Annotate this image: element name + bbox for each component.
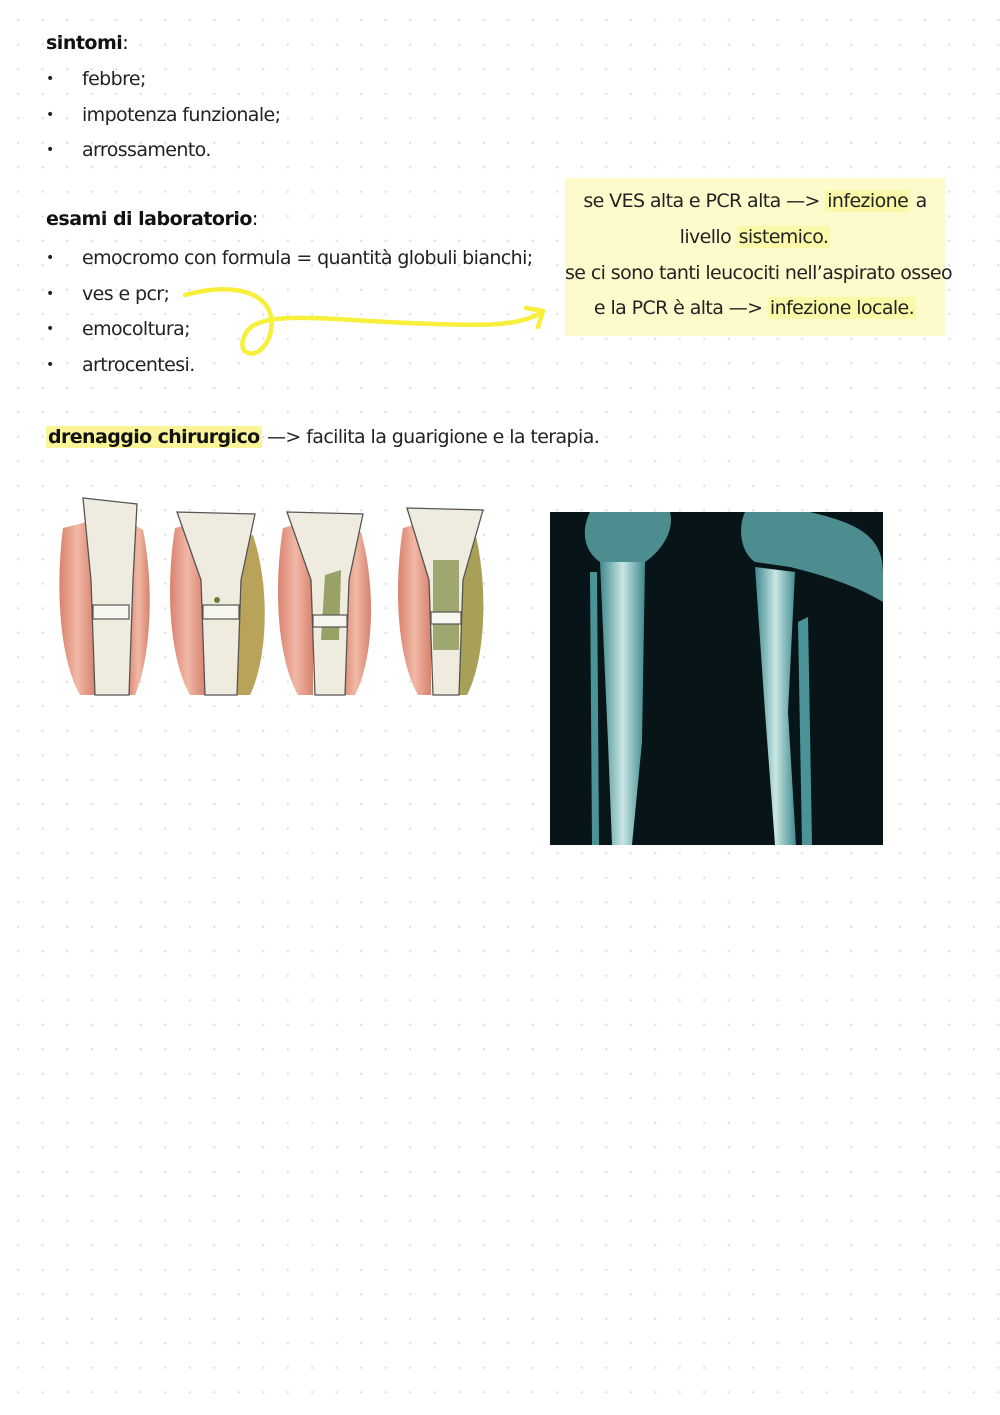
- lab-tests-heading: esami di laboratorio:: [46, 208, 258, 230]
- illustration-stage-2: [170, 512, 265, 695]
- illustration-stage-3: [278, 512, 371, 695]
- illustration-stage-4: [398, 508, 483, 695]
- xray-image: [550, 512, 883, 845]
- curly-arrow-icon: [180, 285, 555, 365]
- note-line-3: se ci sono tanti leucociti nell’aspirato osseo: [565, 262, 953, 284]
- note-line-2: livello sistemico.: [679, 226, 829, 248]
- illustration-stage-1: [59, 498, 149, 695]
- note-line-4: e la PCR è alta —> infezione locale.: [593, 297, 915, 319]
- note-box: [565, 178, 953, 336]
- note-line-1: se VES alta e PCR alta —> infezione a: [583, 190, 927, 212]
- xray-bones-graphic: [550, 512, 883, 845]
- symptoms-heading: sintomi:: [46, 32, 129, 54]
- bone-infection-illustration: [55, 490, 503, 702]
- drainage-line: drenaggio chirurgico —> facilita la guarigione e la terapia.: [48, 426, 600, 448]
